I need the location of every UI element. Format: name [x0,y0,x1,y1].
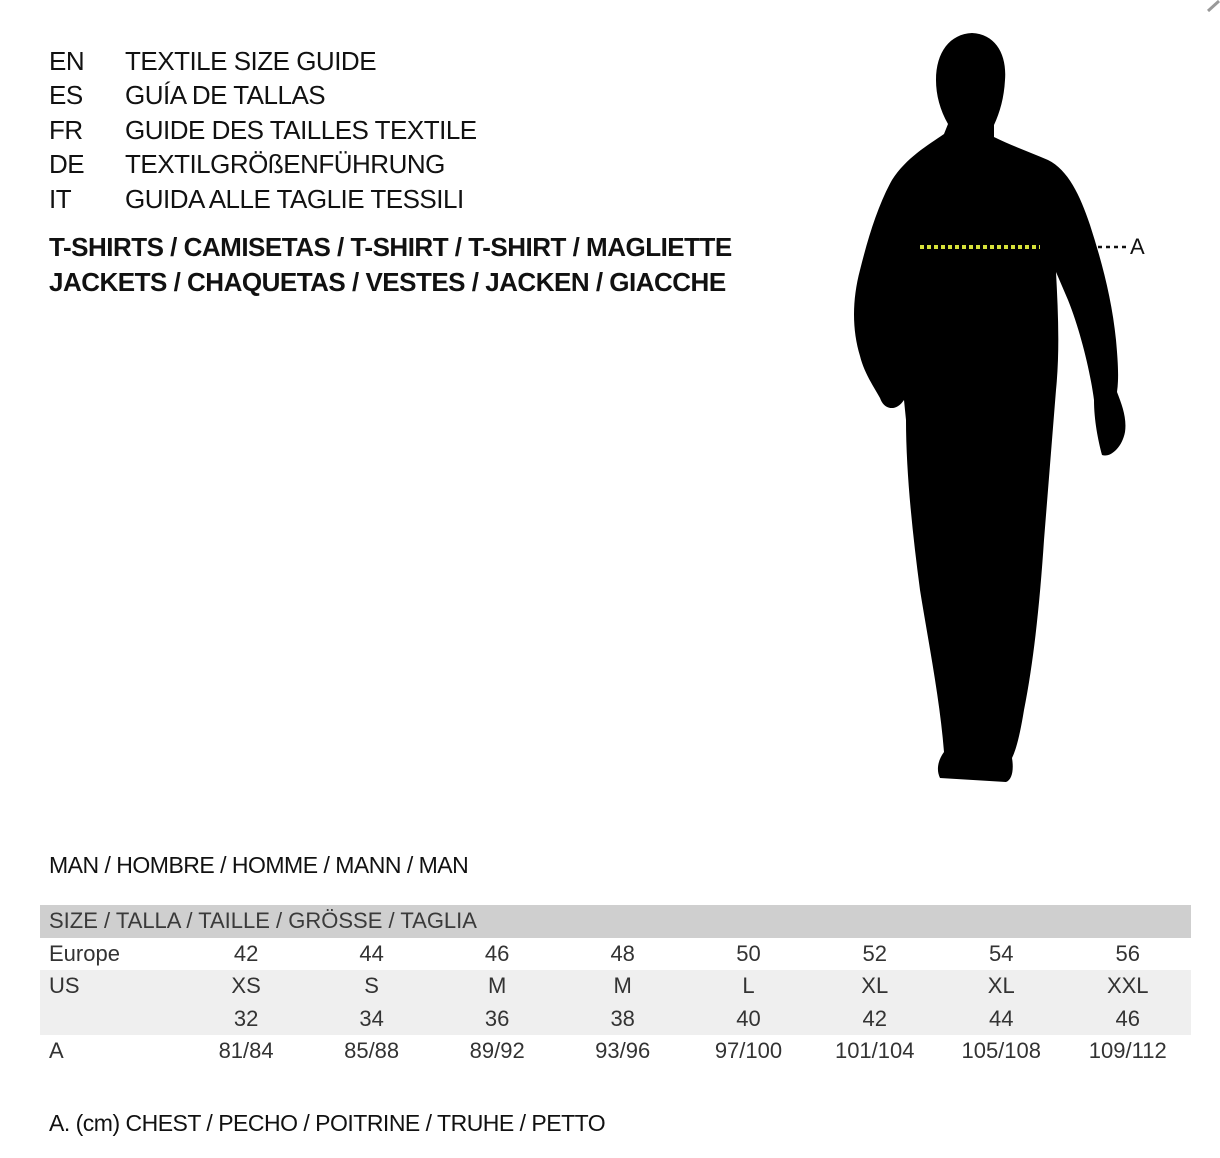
gender-label: MAN / HOMBRE / HOMME / MANN / MAN [49,852,469,878]
table-cell: 105/108 [961,1038,1041,1064]
table-cell: S [309,970,435,1003]
language-code: EN [49,45,85,76]
table-row-europe [40,938,1191,971]
language-code: IT [49,183,72,214]
row-label: US [40,970,183,1003]
man-silhouette-icon [820,20,1150,800]
table-cell: 101/104 [834,1038,915,1064]
table-cell: XXL [1065,970,1192,1003]
table-header: SIZE / TALLA / TAILLE / GRÖSSE / TAGLIA [40,905,1191,938]
table-cell: 46 [1065,1003,1192,1036]
language-title: GUIDE DES TAILLES TEXTILE [125,114,477,145]
table-cell: XL [811,970,938,1003]
language-row-de [49,148,477,183]
row-label [40,1003,183,1036]
table-cell: M [434,970,560,1003]
category-tshirts: T-SHIRTS / CAMISETAS / T-SHIRT / T-SHIRT / MAGLIETTE [49,232,732,262]
language-code: FR [49,114,83,145]
table-cell: 44 [938,1003,1065,1036]
category-jackets: JACKETS / CHAQUETAS / VESTES / JACKEN / GIACCHE [49,267,726,297]
table-cell: 32 [183,1003,309,1036]
table-row-us [40,970,1191,1003]
garment-categories [49,230,732,300]
language-title-list [49,44,477,217]
table-cell: 85/88 [344,1038,400,1064]
table-cell: 42 [233,940,259,966]
table-cell: 93/96 [595,1038,651,1064]
table-cell: 46 [484,940,510,966]
table-cell: 52 [862,940,887,966]
language-code: DE [49,149,85,180]
language-row-it [49,182,477,217]
chest-footnote: A. (cm) CHEST / PECHO / POITRINE / TRUHE / PETTO [49,1110,606,1136]
table-cell: 56 [1115,940,1140,966]
size-table [40,905,1191,1068]
language-row-es [49,79,477,114]
language-row-fr [49,113,477,148]
table-cell: 42 [811,1003,938,1036]
table-cell: XL [938,970,1065,1003]
table-cell: M [560,970,686,1003]
table-row-us-numeric [40,1003,1191,1036]
table-row-chest [40,1035,1191,1068]
table-cell: 109/112 [1088,1038,1167,1064]
language-title: GUIDA ALLE TAGLIE TESSILI [125,183,464,214]
table-cell: L [685,970,811,1003]
language-title: TEXTILE SIZE GUIDE [125,45,377,76]
table-cell: XS [183,970,309,1003]
table-cell: 97/100 [714,1038,783,1064]
table-cell: 81/84 [218,1038,274,1064]
table-cell: 50 [736,940,761,966]
language-title: GUÍA DE TALLAS [125,80,326,111]
row-label: Europe [49,940,120,966]
table-cell: 38 [560,1003,686,1036]
language-row-en [49,44,477,79]
table-cell: 34 [309,1003,435,1036]
language-title: TEXTILGRÖßENFÜHRUNG [125,149,445,180]
table-cell: 89/92 [469,1038,525,1064]
language-code: ES [49,80,83,111]
table-cell: 40 [685,1003,811,1036]
table-header-row [40,905,1191,938]
table-cell: 44 [359,940,384,966]
table-cell: 54 [989,940,1014,966]
corner-decoration-icon [1204,0,1220,12]
table-cell: 36 [434,1003,560,1036]
table-cell: 48 [610,940,635,966]
row-label: A [49,1038,64,1064]
measurement-marker-label: A [1130,234,1145,259]
